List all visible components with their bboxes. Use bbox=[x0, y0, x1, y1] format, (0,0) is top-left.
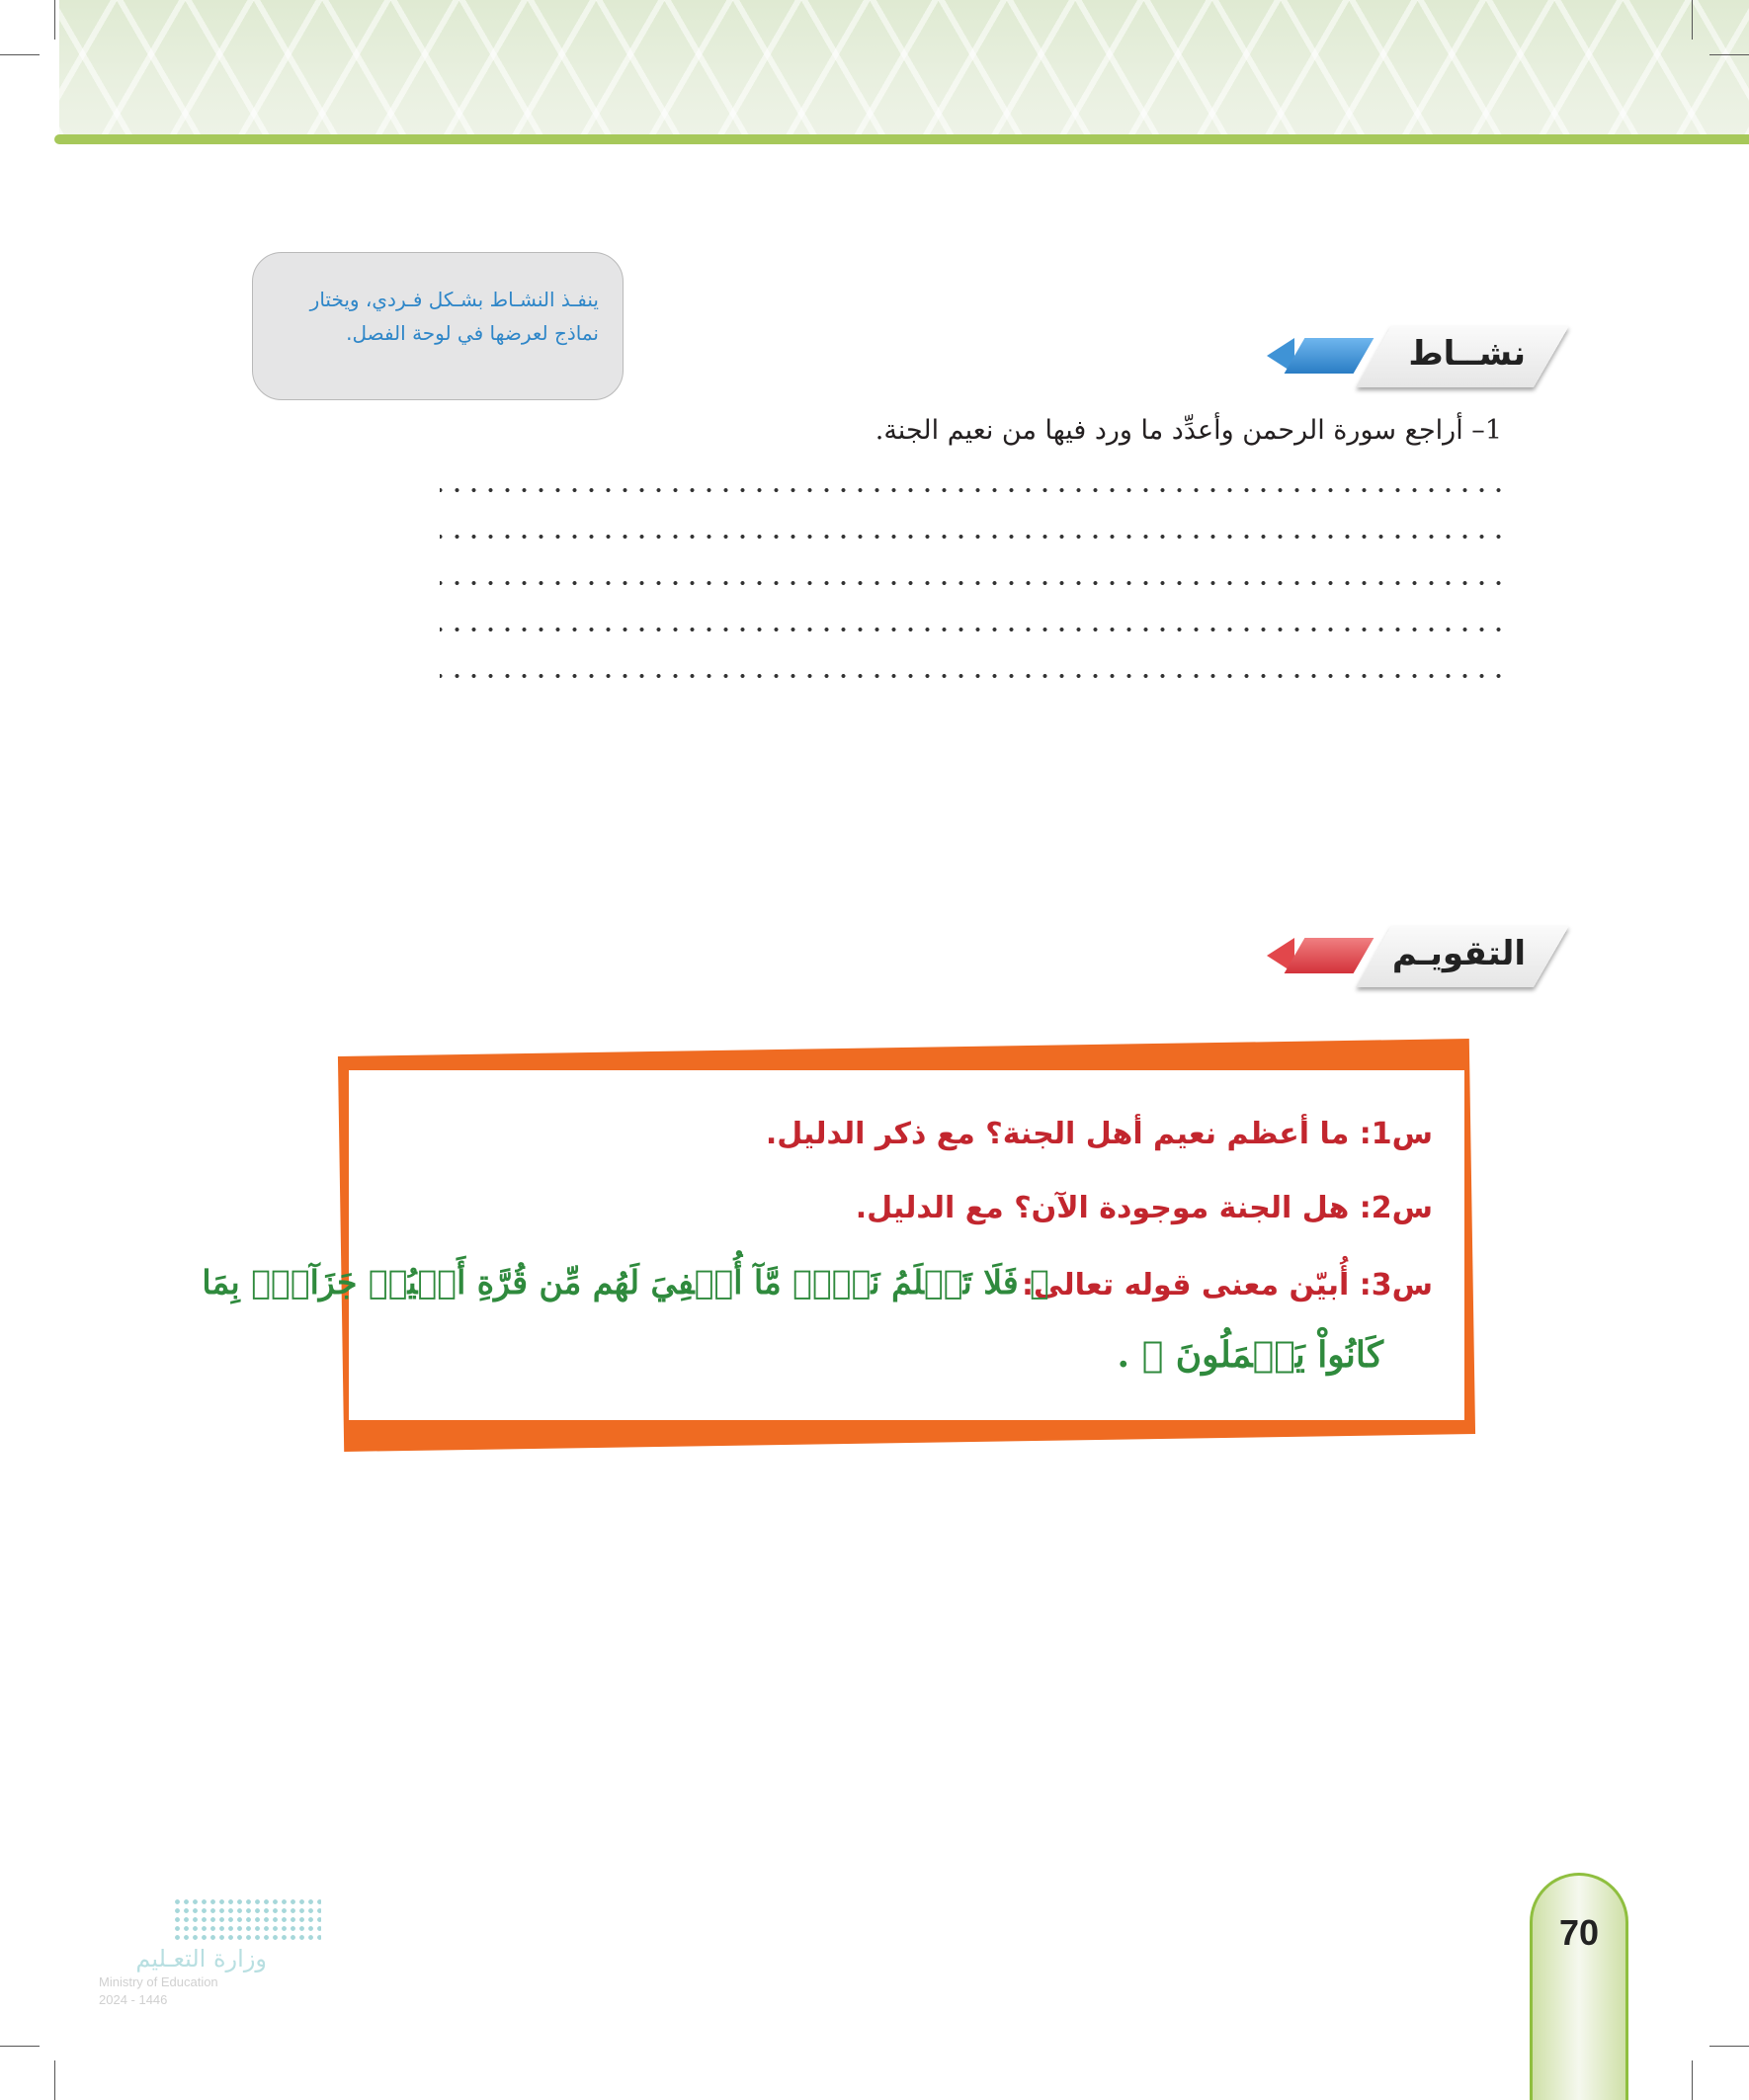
tag-color-band bbox=[1285, 338, 1374, 374]
ministry-name-ar: وزارة التعـليم bbox=[135, 1945, 267, 1973]
ministry-name-en: Ministry of Education bbox=[99, 1974, 218, 1989]
evaluation-question-2: س2: هل الجنة موجودة الآن؟ مع الدليل. bbox=[855, 1191, 1433, 1225]
crop-mark bbox=[54, 0, 55, 40]
evaluation-title: التقويـم bbox=[1391, 934, 1526, 973]
evaluation-question-1: س1: ما أعظم نعيم أهل الجنة؟ مع ذكر الدليل. bbox=[765, 1117, 1433, 1151]
answer-line[interactable] bbox=[440, 668, 1507, 684]
activity-question: 1– أراجع سورة الرحمن وأعدِّد ما ورد فيها من نعيم الجنة. bbox=[874, 415, 1502, 446]
page-number-tab bbox=[1530, 1873, 1628, 2100]
ministry-year: 2024 - 1446 bbox=[99, 1992, 168, 2007]
evaluation-section-tag bbox=[1267, 926, 1534, 987]
teacher-note-line: ينفـذ النشـاط بشـكل فـردي، ويختار bbox=[309, 288, 599, 311]
answer-line[interactable] bbox=[440, 529, 1507, 545]
crop-mark bbox=[0, 54, 40, 55]
teacher-note-line: نماذج لعرضها في لوحة الفصل. bbox=[346, 321, 599, 345]
page-number: 70 bbox=[1558, 1912, 1600, 1953]
activity-title: نشــاط bbox=[1408, 334, 1526, 374]
header-divider bbox=[54, 134, 1749, 144]
ministry-logo-icon bbox=[173, 1897, 321, 1941]
crop-mark bbox=[1709, 54, 1749, 55]
answer-line[interactable] bbox=[440, 575, 1507, 591]
tag-color-band bbox=[1285, 938, 1374, 973]
crop-mark bbox=[1692, 2060, 1693, 2100]
crop-mark bbox=[54, 2060, 55, 2100]
answer-line[interactable] bbox=[440, 622, 1507, 637]
crop-mark bbox=[0, 2046, 40, 2047]
crop-mark bbox=[1692, 0, 1693, 40]
quran-verse-line-2: كَانُواْ يَعۡمَلُونَ ﴾ . bbox=[1117, 1334, 1383, 1376]
activity-section-tag bbox=[1267, 326, 1534, 387]
header-banner bbox=[59, 0, 1749, 138]
crop-mark bbox=[1709, 2046, 1749, 2047]
answer-line[interactable] bbox=[440, 482, 1507, 498]
evaluation-question-3: س3: أُبيّن معنى قوله تعالى: bbox=[1022, 1268, 1433, 1302]
teacher-note bbox=[252, 252, 624, 400]
quran-verse-line-1: ﴿ فَلَا تَعۡلَمُ نَفۡسٞ مَّآ أُخۡفِيَ لَهُم مِّن قُرَّةِ أَعۡيُنٖ جَزَآءَۢ بِمَا bbox=[202, 1263, 1049, 1302]
